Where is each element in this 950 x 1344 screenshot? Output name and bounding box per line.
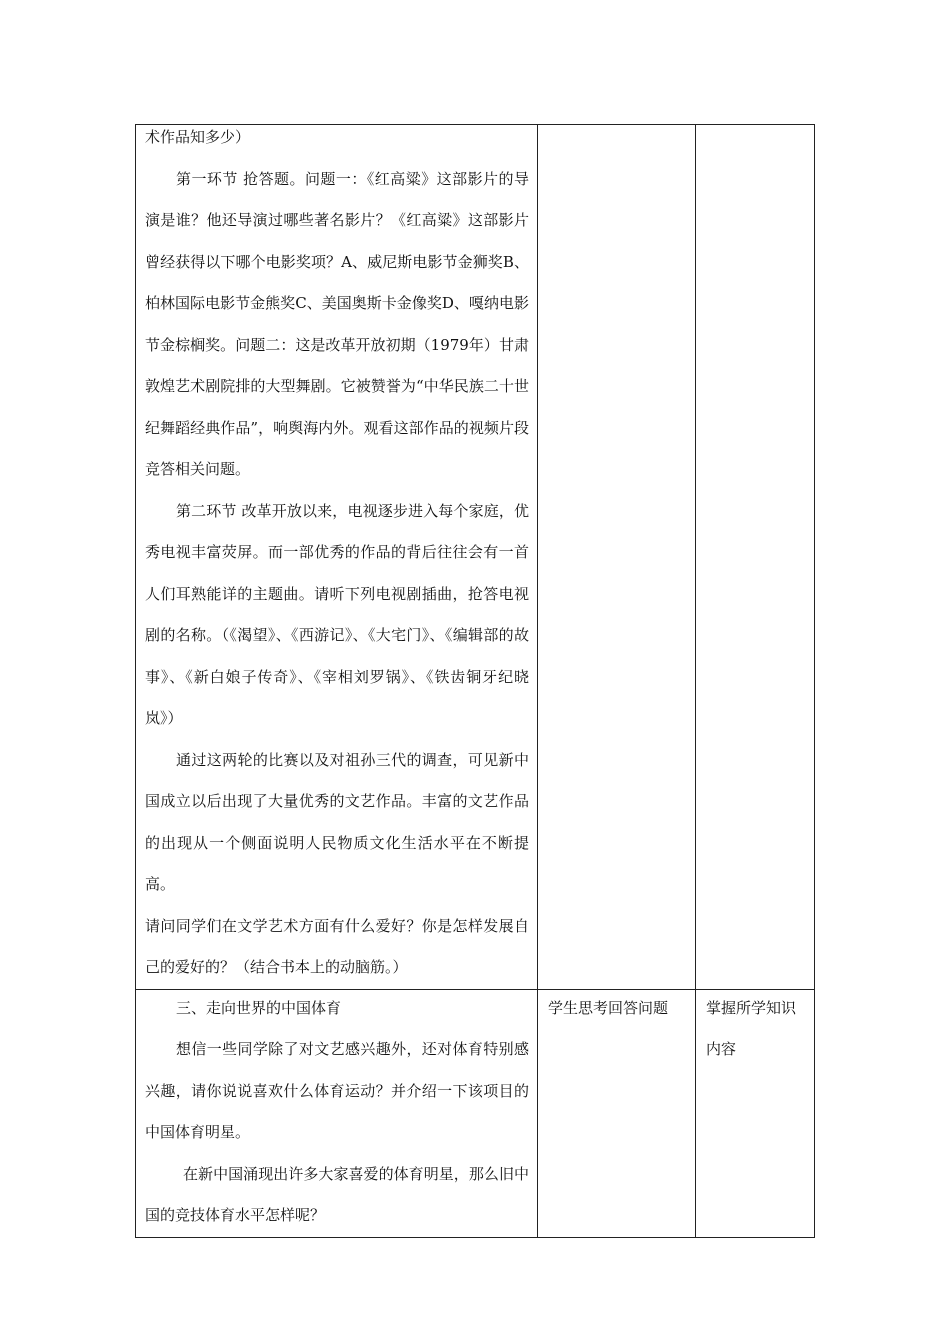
teaching-content-cell <box>136 989 538 1237</box>
design-intent-cell <box>696 989 815 1237</box>
design-intent-cell <box>696 125 815 990</box>
paragraph-sports-question: 在新中国涌现出许多大家喜爱的体育明星，那么旧中国的竞技体育水平怎样呢？ <box>145 1164 529 1224</box>
paragraph-round-two: 第二环节 改革开放以来，电视逐步进入每个家庭，优秀电视丰富荧屏。而一部优秀的作品的背后往往会有一首人们耳熟能详的主题曲。请听下列电视剧插曲，抢答电视剧的名称。（《渴望》、《西游记》、《大宅门》、《编辑部的故事》、《新白娘子传奇》、《宰相刘罗锅》、《铁齿铜牙纪晓岚》） <box>145 501 529 727</box>
student-activity-cell <box>538 989 696 1237</box>
paragraph-round-one: 第一环节 抢答题。问题一：《红高粱》这部影片的导演是谁？他还导演过哪些著名影片？《红高粱》这部影片曾经获得以下哪个电影奖项？A、威尼斯电影节金狮奖B、柏林国际电影节金熊奖C、美国奥斯卡金像奖D、嘎纳电影节金棕榈奖。问题二：这是改革开放初期（1979年）甘肃敦煌艺术剧院排的大型舞剧。它被赞誉为“中华民族二十世纪舞蹈经典作品”，响舆海内外。观看这部作品的视频片段竞答相关问题。 <box>145 169 529 478</box>
paragraph-question: 请问同学们在文学艺术方面有什么爱好？你是怎样发展自己的爱好的？（结合书本上的动脑筋。） <box>145 916 529 976</box>
paragraph-continuation: 术作品知多少） <box>145 128 251 146</box>
student-activity-text: 学生思考回答问题 <box>548 998 669 1017</box>
paragraph-sports-intro: 想信一些同学除了对文艺感兴趣外，还对体育特别感兴趣，请你说说喜欢什么体育运动？并介绍一下该项目的中国体育明星。 <box>145 1040 529 1141</box>
section-heading: 三、走向世界的中国体育 <box>176 998 342 1017</box>
table-row <box>136 989 815 1237</box>
lesson-plan-table <box>135 124 815 1238</box>
teaching-content-cell <box>136 125 538 990</box>
student-activity-cell <box>538 125 696 990</box>
paragraph-summary: 通过这两轮的比赛以及对祖孙三代的调查，可见新中国成立以后出现了大量优秀的文艺作品。丰富的文艺作品的出现从一个侧面说明人民物质文化生活水平在不断提高。 <box>145 750 529 893</box>
table-row <box>136 125 815 990</box>
design-intent-text: 掌握所学知识内容 <box>706 998 797 1058</box>
